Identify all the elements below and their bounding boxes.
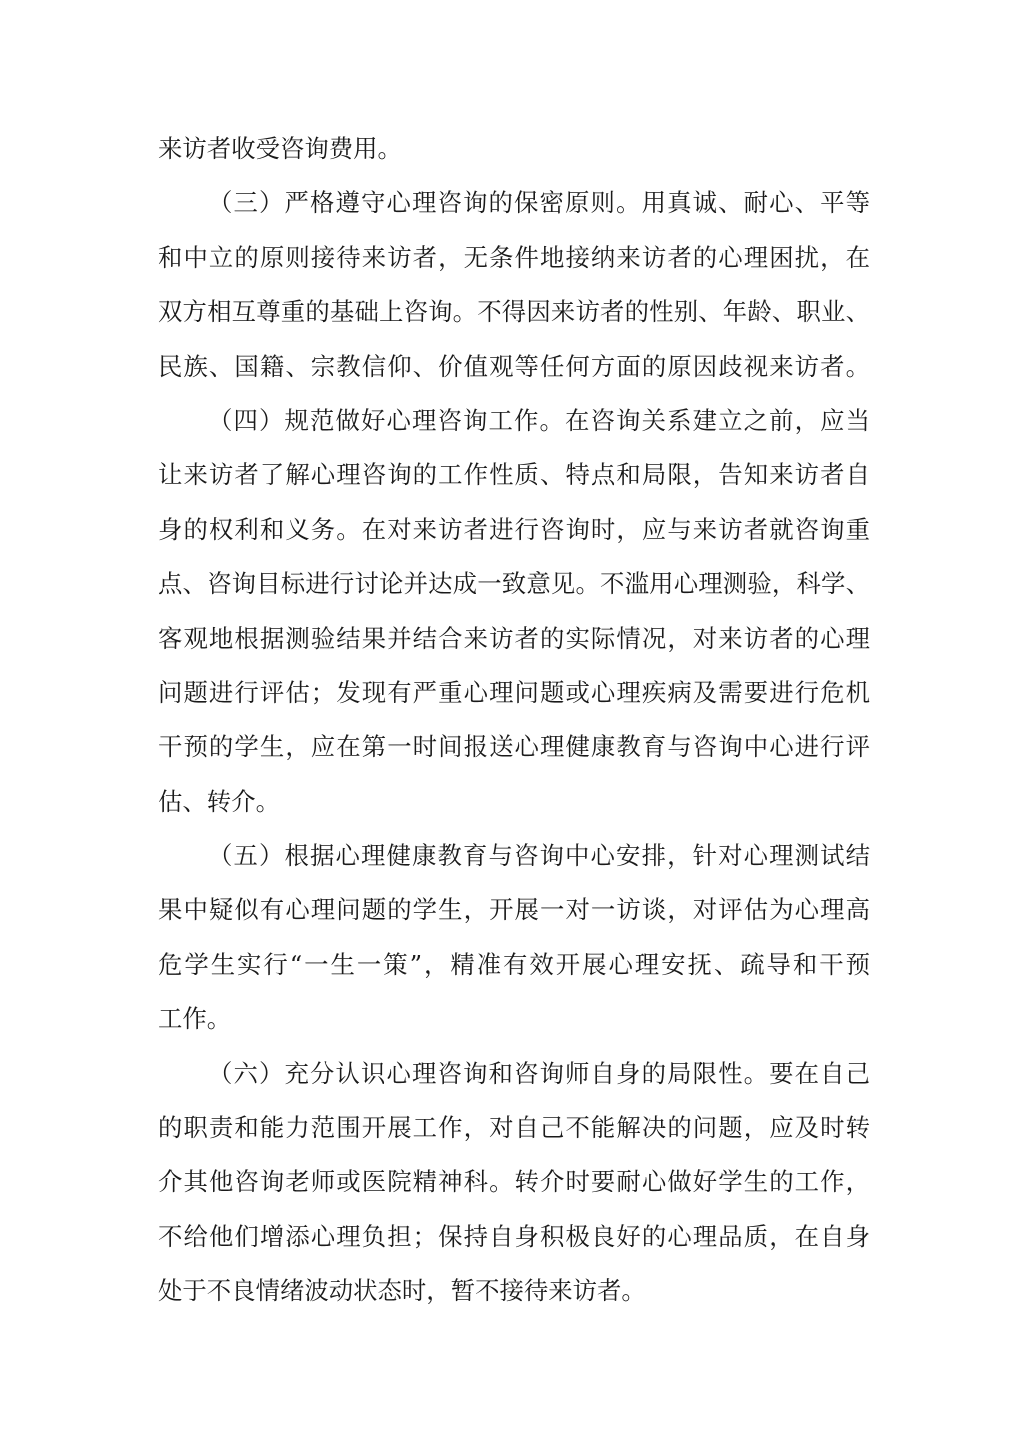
text-line: 让来访者了解心理咨询的工作性质、特点和局限，告知来访者自	[158, 460, 870, 490]
text-line: 的职责和能力范围开展工作，对自己不能解决的问题，应及时转	[158, 1113, 870, 1143]
text-line: 不给他们增添心理负担；保持自身积极良好的心理品质，在自身	[158, 1221, 870, 1251]
document-body	[158, 122, 870, 1319]
paragraph-limitations	[158, 1047, 870, 1319]
text-line: 身的权利和义务。在对来访者进行咨询时，应与来访者就咨询重	[158, 514, 870, 544]
text-line: 和中立的原则接待来访者，无条件地接纳来访者的心理困扰，在	[158, 242, 870, 272]
text-line: 民族、国籍、宗教信仰、价值观等任何方面的原因歧视来访者。	[158, 351, 870, 381]
text-line: （四）规范做好心理咨询工作。在咨询关系建立之前，应当	[208, 405, 870, 435]
text-line: 来访者收受咨询费用。	[158, 134, 402, 163]
text-line: 危学生实行“一生一策”，精准有效开展心理安抚、疏导和干预	[158, 949, 870, 979]
text-line: 双方相互尊重的基础上咨询。不得因来访者的性别、年龄、职业、	[158, 297, 870, 327]
text-line: 介其他咨询老师或医院精神科。转介时要耐心做好学生的工作，	[158, 1167, 870, 1197]
text-line: （三）严格遵守心理咨询的保密原则。用真诚、耐心、平等	[208, 188, 870, 218]
paragraph-standards	[158, 394, 870, 829]
text-line: 估、转介。	[158, 786, 280, 816]
text-line: 果中疑似有心理问题的学生，开展一对一访谈，对评估为心理高	[158, 895, 870, 925]
text-line: 点、咨询目标进行讨论并达成一致意见。不滥用心理测验，科学、	[158, 569, 870, 599]
text-line: （六）充分认识心理咨询和咨询师自身的局限性。要在自己	[208, 1058, 870, 1088]
text-line: 客观地根据测验结果并结合来访者的实际情况，对来访者的心理	[158, 623, 870, 653]
text-line: 工作。	[158, 1004, 232, 1034]
text-line: 问题进行评估；发现有严重心理问题或心理疾病及需要进行危机	[158, 677, 870, 707]
text-line: （五）根据心理健康教育与咨询中心安排，针对心理测试结	[208, 841, 870, 871]
paragraph-confidentiality	[158, 176, 870, 394]
paragraph-interviews	[158, 829, 870, 1047]
text-line: 处于不良情绪波动状态时，暂不接待来访者。	[158, 1276, 646, 1306]
paragraph-continuation	[158, 122, 870, 176]
text-line: 干预的学生，应在第一时间报送心理健康教育与咨询中心进行评	[158, 732, 870, 762]
